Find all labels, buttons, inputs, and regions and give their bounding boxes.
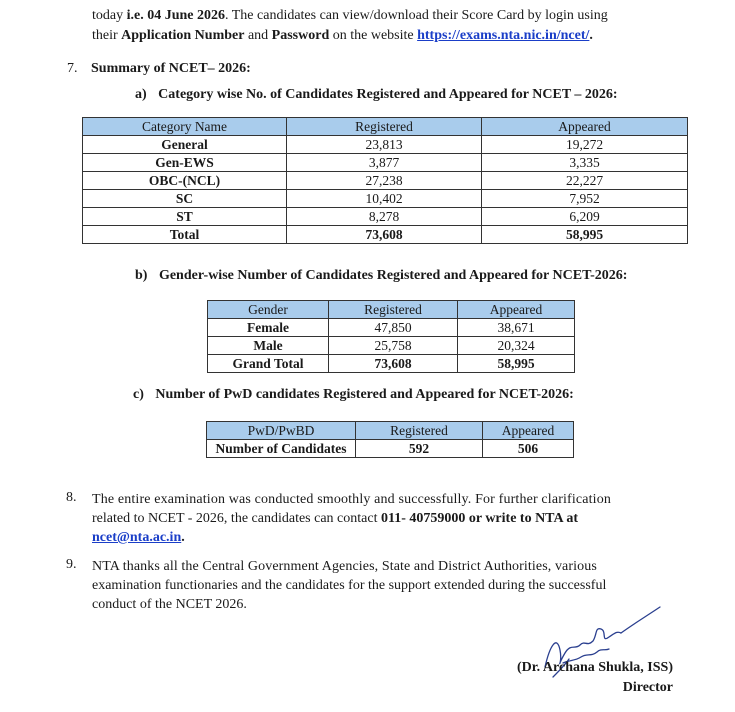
- intro-text: on the website: [329, 28, 418, 43]
- table-row: [83, 136, 688, 154]
- intro-date: i.e. 04 June 2026: [126, 8, 225, 23]
- subsection-label: a): [135, 87, 147, 102]
- intro-text: today: [92, 8, 127, 23]
- column-header: Category Name: [83, 118, 287, 136]
- subsection-label: c): [133, 387, 144, 402]
- table-row: [208, 319, 575, 337]
- intro-line-2: [92, 28, 593, 44]
- subsection-label: b): [135, 268, 148, 283]
- section-number: 7.: [67, 61, 78, 76]
- paragraph-period: .: [181, 530, 185, 545]
- table-cell: 38,671: [458, 319, 575, 337]
- column-header: Gender: [208, 301, 329, 319]
- signatory-designation: Director: [622, 680, 673, 695]
- password-text: Password: [271, 28, 330, 43]
- intro-period: .: [589, 28, 593, 43]
- subsection-title: Number of PwD candidates Registered and Appeared for NCET-2026:: [155, 387, 574, 402]
- table-cell: 6,209: [482, 208, 688, 226]
- paragraph-line: [92, 509, 674, 528]
- table-header-row: [83, 118, 688, 136]
- website-link[interactable]: https://exams.nta.nic.in/ncet/: [417, 28, 590, 43]
- subsection-b-heading: [135, 268, 627, 284]
- table-cell: Female: [208, 319, 329, 337]
- column-header: Appeared: [458, 301, 575, 319]
- table-cell: 58,995: [458, 355, 575, 373]
- intro-line-1: [92, 8, 608, 24]
- column-header: Appeared: [482, 118, 688, 136]
- table-cell: 7,952: [482, 190, 688, 208]
- pwd-table: [206, 421, 574, 458]
- table-cell: ST: [83, 208, 287, 226]
- paragraph-line: examination functionaries and the candidates for the support extended during the successful: [92, 578, 607, 593]
- table-cell: 19,272: [482, 136, 688, 154]
- table-cell: General: [83, 136, 287, 154]
- signatory-name: (Dr. Archana Shukla, ISS): [516, 660, 673, 675]
- paragraph-line: NTA thanks all the Central Government Agencies, State and District Authorities, various: [92, 559, 597, 574]
- category-table: [82, 117, 688, 244]
- table-cell: 73,608: [329, 355, 458, 373]
- email-link[interactable]: ncet@nta.ac.in: [92, 530, 182, 545]
- intro-text: and: [244, 28, 272, 43]
- gender-table: [207, 300, 575, 373]
- table-cell: Male: [208, 337, 329, 355]
- paragraph-line: conduct of the NCET 2026.: [92, 597, 247, 612]
- section-9-number: 9.: [66, 557, 77, 572]
- table-total-row: [83, 226, 688, 244]
- table-header-row: [208, 301, 575, 319]
- column-header: Appeared: [483, 422, 574, 440]
- table-cell: 27,238: [287, 172, 482, 190]
- table-cell: 3,877: [287, 154, 482, 172]
- subsection-title: Gender-wise Number of Candidates Registered and Appeared for NCET-2026:: [158, 268, 628, 283]
- table-cell: 58,995: [482, 226, 688, 244]
- table-cell: 47,850: [329, 319, 458, 337]
- table-row: [83, 154, 688, 172]
- table-cell: SC: [83, 190, 287, 208]
- intro-text: . The candidates can view/download their Score Card by login using: [225, 8, 608, 23]
- table-cell: 23,813: [287, 136, 482, 154]
- table-header-row: [207, 422, 574, 440]
- table-cell: 20,324: [458, 337, 575, 355]
- section-title: Summary of NCET– 2026:: [91, 61, 251, 76]
- paragraph-line: [92, 528, 674, 547]
- table-cell: 3,335: [482, 154, 688, 172]
- column-header: Registered: [287, 118, 482, 136]
- table-cell: 8,278: [287, 208, 482, 226]
- table-row: [83, 172, 688, 190]
- table-cell: 22,227: [482, 172, 688, 190]
- paragraph-line: The entire examination was conducted smoothly and successfully. For further clarification: [92, 492, 612, 507]
- subsection-c-heading: [133, 387, 574, 403]
- table-cell: Total: [83, 226, 287, 244]
- table-cell: Number of Candidates: [207, 440, 356, 458]
- table-total-row: [208, 355, 575, 373]
- table-row: [208, 337, 575, 355]
- table-cell: 73,608: [287, 226, 482, 244]
- table-cell: Gen-EWS: [83, 154, 287, 172]
- table-row: [83, 208, 688, 226]
- intro-text: their: [92, 28, 122, 43]
- table-cell: 592: [356, 440, 483, 458]
- table-cell: 10,402: [287, 190, 482, 208]
- section-7-heading: [67, 61, 251, 77]
- column-header: PwD/PwBD: [207, 422, 356, 440]
- application-number-text: Application Number: [121, 28, 245, 43]
- section-8-paragraph: [92, 490, 674, 547]
- column-header: Registered: [356, 422, 483, 440]
- section-8-number: 8.: [66, 490, 77, 505]
- table-row: [83, 190, 688, 208]
- paragraph-text: related to NCET - 2026, the candidates can contact: [92, 511, 381, 526]
- subsection-a-heading: [135, 87, 618, 103]
- table-row: [207, 440, 574, 458]
- table-cell: OBC-(NCL): [83, 172, 287, 190]
- contact-phone: 011- 40759000 or write to NTA at: [380, 511, 578, 526]
- table-cell: Grand Total: [208, 355, 329, 373]
- table-cell: 506: [483, 440, 574, 458]
- subsection-title: Category wise No. of Candidates Registered and Appeared for NCET – 2026:: [158, 87, 618, 102]
- column-header: Registered: [329, 301, 458, 319]
- table-cell: 25,758: [329, 337, 458, 355]
